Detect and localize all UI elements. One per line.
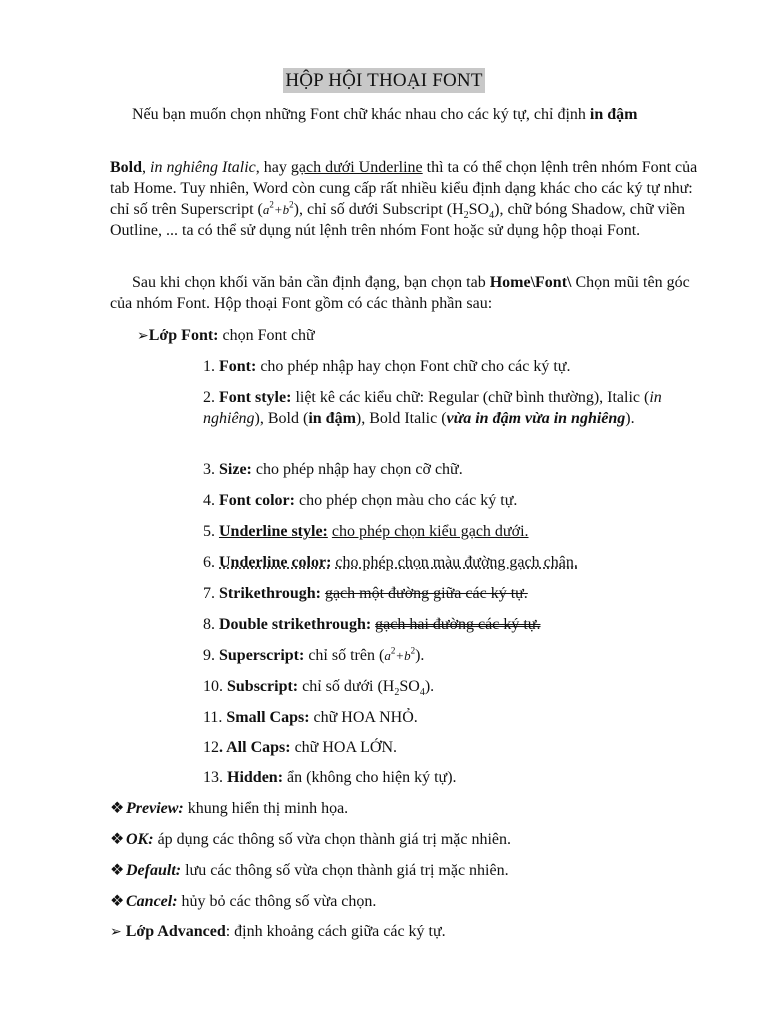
bold-word: Bold xyxy=(110,159,143,176)
superscript: 2 xyxy=(410,645,416,656)
item-label: Font color: xyxy=(219,492,295,509)
separator: , xyxy=(142,159,151,176)
diamond-bullet-icon: ❖ xyxy=(110,800,125,817)
superscript: 2 xyxy=(269,199,274,210)
item-bold-italic: vừa in đậm vừa in nghiêng xyxy=(446,410,626,427)
list-item-subscript xyxy=(203,676,723,697)
item-bold: in đậm xyxy=(308,410,356,427)
tab-path: Home\Font\ xyxy=(489,274,572,291)
item-text: chỉ số dưới (H xyxy=(298,678,395,695)
item-number: 3. xyxy=(203,461,219,478)
list-item-underline-color xyxy=(203,552,723,573)
list-item-font xyxy=(203,356,723,377)
list-item-all-caps xyxy=(203,737,723,758)
item-number: 11. xyxy=(203,709,227,726)
diamond-bullet-icon: ❖ xyxy=(110,831,125,848)
item-number: 9. xyxy=(203,647,219,664)
intro-paragraph-2 xyxy=(110,157,710,241)
cancel-text: hủy bỏ các thông số vừa chọn. xyxy=(177,893,377,910)
intro2-text: ), chỉ số dưới Subscript (H xyxy=(293,201,464,218)
list-item-size xyxy=(203,459,723,480)
item-text: gạch hai đường các ký tự. xyxy=(375,616,541,633)
subscript: 4 xyxy=(489,210,495,222)
list-item-font-color xyxy=(203,490,723,511)
item-label: Underline style: xyxy=(219,523,328,540)
diamond-bullet-icon: ❖ xyxy=(110,893,125,910)
font-tab-label: Lớp Font: xyxy=(148,327,219,344)
item-text: ẩn (không cho hiện ký tự). xyxy=(283,769,457,786)
item-text: ). xyxy=(424,678,435,695)
intro1-bold: in đậm xyxy=(589,106,638,123)
item-label: Size: xyxy=(219,461,252,478)
item-label: . All Caps: xyxy=(219,739,291,756)
formula-b: b xyxy=(282,202,290,217)
formula-a: a xyxy=(262,202,270,217)
arrow-bullet-icon: ➢ xyxy=(137,328,149,344)
preview-text: khung hiển thị minh họa. xyxy=(183,800,349,817)
item-label: Font style: xyxy=(219,389,292,406)
default-label: Default: xyxy=(126,862,182,879)
item-text: chữ HOA NHỎ. xyxy=(309,709,418,726)
separator: , hay xyxy=(255,159,291,176)
subscript: 2 xyxy=(463,210,469,222)
item-text: cho phép nhập hay chọn cỡ chữ. xyxy=(251,461,463,478)
intro1-text: Nếu bạn muốn chọn những Font chữ khác nhau cho các ký tự, chỉ định xyxy=(132,106,590,123)
list-item-superscript xyxy=(203,645,723,666)
item-number: 6. xyxy=(203,554,219,571)
formula-plus: + xyxy=(273,202,283,217)
preview-label: Preview: xyxy=(126,800,184,817)
formula-b: b xyxy=(404,648,411,663)
italic-word: in nghiêng Italic xyxy=(150,159,256,176)
default-line xyxy=(110,860,730,881)
ok-line xyxy=(110,829,730,850)
item-label: Subscript: xyxy=(227,678,299,695)
font-tab-text: chọn Font chữ xyxy=(218,327,315,344)
item-label: Strikethrough: xyxy=(219,585,321,602)
intro-paragraph-1 xyxy=(110,104,710,125)
subscript: 4 xyxy=(419,687,425,699)
item-number: 10. xyxy=(203,678,227,695)
title-wrapper xyxy=(0,68,768,93)
preview-line xyxy=(110,798,730,819)
item-text: cho phép chọn kiểu gạch dưới. xyxy=(331,523,529,540)
page-title: HỘP HỘI THOẠI FONT xyxy=(285,70,483,91)
list-item-underline-style xyxy=(203,521,723,542)
item-text: cho phép chọn màu đường gạch chân. xyxy=(335,554,578,571)
intro3-text: Sau khi chọn khối văn bản cần định đạng, bạn chọn tab xyxy=(132,274,490,291)
ok-text: áp dụng các thông số vừa chọn thành giá trị mặc nhiên. xyxy=(153,831,512,848)
formula-plus: + xyxy=(395,648,405,663)
item-label: Underline color: xyxy=(219,554,332,571)
list-item-hidden xyxy=(203,767,723,788)
item-text: liệt kê các kiểu chữ: Regular (chữ bình thường), Italic ( xyxy=(291,389,650,406)
formula-so: SO xyxy=(468,201,490,218)
diamond-bullet-icon: ❖ xyxy=(110,862,125,879)
item-italic: in nghiêng xyxy=(203,389,662,427)
superscript: 2 xyxy=(390,645,396,656)
item-label: Double strikethrough: xyxy=(219,616,372,633)
subscript: 2 xyxy=(394,687,400,699)
intro2-text: thì ta có thể chọn lệnh trên nhóm Font của tab Home. Tuy nhiên, Word còn cung cấp rất nhiều kiểu định dạng khác cho các ký tự như: chỉ số trên Superscript ( xyxy=(110,159,698,218)
advanced-text: : định khoảng cách giữa các ký tự. xyxy=(225,923,446,940)
item-label: Font: xyxy=(219,358,257,375)
cancel-label: Cancel: xyxy=(126,893,178,910)
item-label: Small Caps: xyxy=(226,709,310,726)
intro3-text: Chọn mũi tên góc của nhóm Font. Hộp thoại Font gồm có các thành phần sau: xyxy=(110,274,690,312)
item-text: gạch một đường giữa các ký tự. xyxy=(324,585,528,602)
underline-word: gạch dưới Underline xyxy=(290,159,423,176)
list-item-font-style xyxy=(203,387,723,429)
item-text: cho phép nhập hay chọn Font chữ cho các ký tự. xyxy=(256,358,571,375)
item-label: Superscript: xyxy=(219,647,305,664)
item-number: 2. xyxy=(203,389,219,406)
font-tab-heading xyxy=(137,325,737,347)
item-number: 5. xyxy=(203,523,219,540)
item-text: ), Bold ( xyxy=(254,410,309,427)
superscript: 2 xyxy=(289,199,294,210)
list-item-strikethrough xyxy=(203,583,723,604)
item-number: 1. xyxy=(203,358,219,375)
list-item-double-strikethrough xyxy=(203,614,723,635)
ok-label: OK: xyxy=(126,831,154,848)
arrow-bullet-icon: ➢ xyxy=(110,924,122,940)
formula-a: a xyxy=(384,648,391,663)
item-number: 13. xyxy=(203,769,227,786)
intro-paragraph-3 xyxy=(110,272,710,314)
item-number: 8. xyxy=(203,616,219,633)
item-text: cho phép chọn màu cho các ký tự. xyxy=(294,492,518,509)
item-label: Hidden: xyxy=(227,769,284,786)
item-text: chỉ số trên ( xyxy=(304,647,385,664)
intro2-text: ), chữ bóng Shadow, chữ viền Outline, ... ta có thể sử dụng nút lệnh trên nhóm Font hoặc sử dụng hộp thoại Font. xyxy=(110,201,686,239)
list-item-small-caps xyxy=(203,707,723,728)
item-number: 4. xyxy=(203,492,219,509)
advanced-label: Lớp Advanced xyxy=(125,923,226,940)
item-text: chữ HOA LỚN. xyxy=(290,739,398,756)
advanced-tab-heading xyxy=(110,921,730,943)
item-text: ), Bold Italic ( xyxy=(355,410,447,427)
cancel-line xyxy=(110,891,730,912)
item-text: ). xyxy=(415,647,425,664)
item-text: ). xyxy=(625,410,635,427)
default-text: lưu các thông số vừa chọn thành giá trị mặc nhiên. xyxy=(181,862,509,879)
item-number: 7. xyxy=(203,585,219,602)
item-number: 12 xyxy=(203,739,219,756)
formula-so: SO xyxy=(399,678,420,695)
